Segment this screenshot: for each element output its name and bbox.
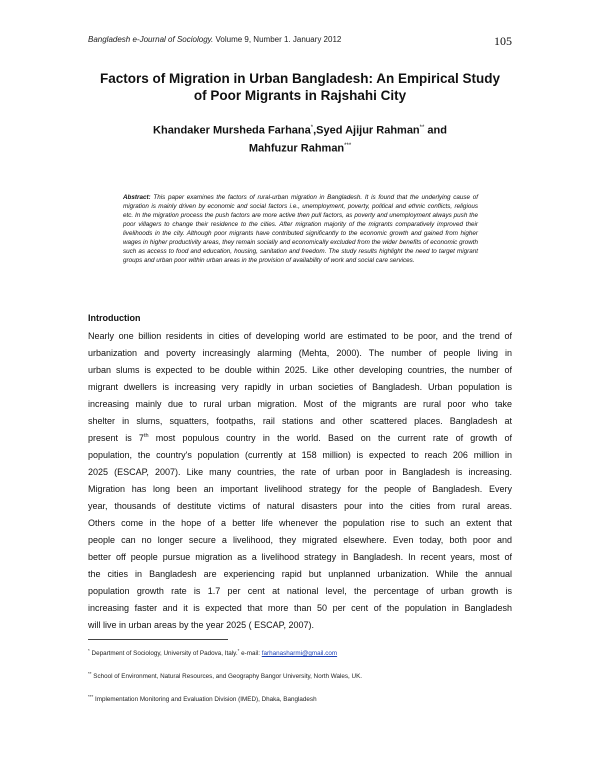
author-email-link[interactable]: farhanasharmi@gmail.com xyxy=(261,650,338,658)
title-line-1: Factors of Migration in Urban Bangladesh: An Empirical Study xyxy=(99,71,501,86)
author-2: ,Syed Ajijur Rahman xyxy=(313,124,420,137)
intro-line: population growth rate is 1.7 per cent at national level, the percentage of urban growth is xyxy=(88,586,512,596)
intro-line: Others come in the hope of a better life whenever the population rise to such an extent that xyxy=(88,518,512,528)
intro-line: urban slums is expected to be double within 2025. Like other developing countries, the number of xyxy=(88,365,512,375)
intro-line: Nearly one billion residents in cities of developing world are estimated to be poor, and the trend of xyxy=(88,331,512,341)
journal-issue: Volume 9, Number 1. January 2012 xyxy=(215,35,342,44)
intro-line: increasing mainly due to rural urban migration. Most of the migrants are rural poor who take xyxy=(88,399,512,409)
introduction-body xyxy=(88,328,512,634)
author-3: Mahfuzur Rahman xyxy=(248,142,345,155)
intro-line: migrant dwellers is increasing very rapidly in urban societies of Bangladesh. Urban population is xyxy=(88,382,512,392)
intro-line: the cities in Bangladesh are experiencing rapid but unplanned urbanization. While the annual xyxy=(88,569,512,579)
title-line-2: of Poor Migrants in Rajshahi City xyxy=(193,88,407,103)
intro-line: Migration has long been an important livelihood strategy for the people of Bangladesh. Every xyxy=(88,484,512,494)
author-2-mark: ** xyxy=(419,125,425,131)
intro-line: year, thousands of destitute victims of natural disasters pour into the cities from rural areas. xyxy=(88,501,512,511)
footnote-2: ** School of Environment, Natural Resources, and Geography Bangor University, North Wales, UK. xyxy=(88,671,363,681)
footnote-3: *** Implementation Monitoring and Evaluation Division (IMED), Dhaka, Bangladesh xyxy=(88,694,317,704)
abstract xyxy=(123,193,478,265)
page-number: 105 xyxy=(494,34,512,48)
author-list xyxy=(60,121,540,156)
intro-line: 2025 (ESCAP, 2007). Like many countries, the rate of urban poor in Bangladesh is increasing. xyxy=(88,467,512,477)
intro-line: people can no longer secure a livelihood, they migrated elsewhere. Even today, both poor and xyxy=(88,535,512,545)
author-1: Khandaker Mursheda Farhana xyxy=(153,124,311,137)
abstract-text: This paper examines the factors of rural-urban migration in Bangladesh. It is found that the underlying cause of migration is mainly driven by economic and social factors i.e., unemployment, poverty, political and ethnic conflicts, religious etc. In the migration process the push factors are more active then pull factors, as poverty and unemployment always push the poor villagers to change their residence to the cities. After migration majority of the migrants comparatively improved their livelihoods in the city. Although poor migrants have contributed significantly to the economic growth and gained from higher wages in higher productivity areas, they remain socially and economically excluded from the wider benefits of economic growth such as access to food and education, housing, sanitation and freedom. The study results highlight the need to target migrant groups and urban poor within urban areas in the provision of availability of work and social care services. xyxy=(123,194,478,264)
intro-line: urbanization and poverty increasingly alarming (Mehta, 2000). The number of people living in xyxy=(88,348,512,358)
intro-line: will live in urban areas by the year 2025 ( ESCAP, 2007). xyxy=(88,620,314,630)
journal-name: Bangladesh e-Journal of Sociology. xyxy=(88,35,214,44)
footnote-1-mark: * xyxy=(88,648,90,653)
intro-line: shelter in slums, squatters, footpaths, rail stations and other scattered places. Bangladesh at xyxy=(88,416,512,426)
intro-line: increasing faster and it is expected that more than 50 per cent of the population in Bangladesh xyxy=(88,603,512,613)
abstract-label: Abstract: xyxy=(123,194,151,201)
author-and: and xyxy=(424,124,447,137)
footnote-rule xyxy=(88,639,228,640)
footnote-3-mark: *** xyxy=(88,694,94,699)
paper-title xyxy=(60,70,540,104)
intro-line: population, the country's population (currently at 158 million) is expected to reach 206 million in xyxy=(88,450,512,460)
intro-line: present is 7th most populous country in the world. Based on the current rate of growth of xyxy=(88,433,512,443)
footnote-1: * Department of Sociology, University of Padova, Italy.* e-mail: farhanasharmi@gmail.com xyxy=(88,648,338,658)
author-1-mark: * xyxy=(310,125,314,131)
section-heading-introduction: Introduction xyxy=(88,313,141,323)
footnote-2-mark: ** xyxy=(88,671,92,676)
intro-line: better off people pursue migration as a livelihood strategy in Bangladesh. In recent years, most of xyxy=(88,552,512,562)
running-header xyxy=(88,35,341,44)
author-3-mark: *** xyxy=(344,142,352,149)
